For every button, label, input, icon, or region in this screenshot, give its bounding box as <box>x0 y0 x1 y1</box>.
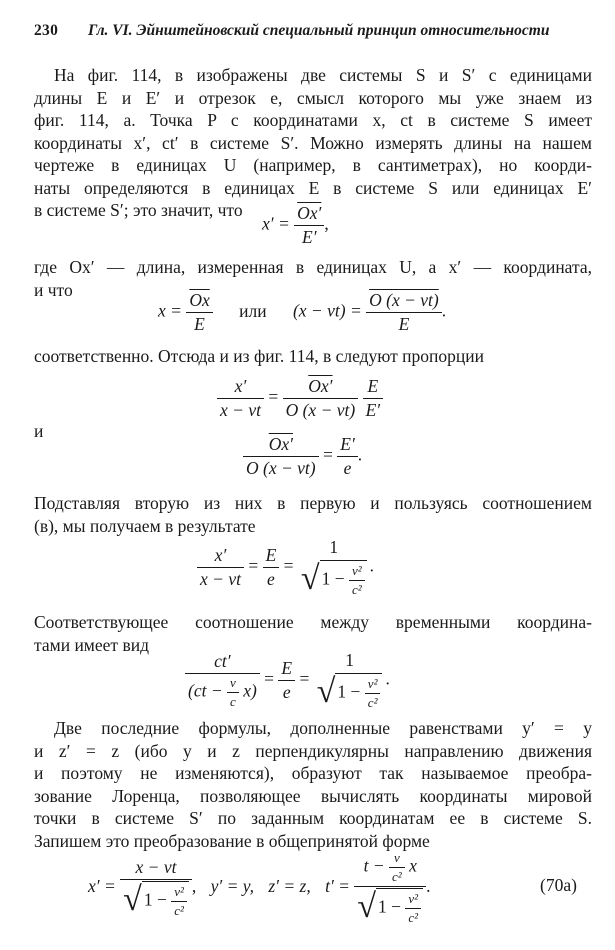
paragraph-1 <box>34 64 592 222</box>
fraction <box>243 434 319 479</box>
text-line: и что <box>34 279 73 300</box>
eq-punct: . <box>441 300 447 321</box>
numerator: v² <box>351 563 362 578</box>
fraction <box>278 658 295 703</box>
denominator: e <box>263 567 280 590</box>
numerator: x′ <box>214 545 227 565</box>
text-line: Подставляя вторую из них в первую и пользуясь соотношением <box>34 493 592 513</box>
equation-70a <box>88 850 430 926</box>
eq-punct: . <box>426 876 431 897</box>
denominator: E <box>186 312 212 335</box>
fraction <box>298 537 370 598</box>
fraction <box>283 376 359 421</box>
equation-2 <box>158 290 446 335</box>
text-line: тами имеет вид <box>34 634 149 655</box>
numerator: E <box>265 545 277 565</box>
square-root <box>317 673 383 711</box>
text-line: и z′ = z (ибо y и z перпендикулярны направлению движения <box>34 740 592 761</box>
fraction <box>314 650 386 711</box>
paragraph-6 <box>34 717 592 852</box>
radical-sign: √ <box>316 673 336 710</box>
radical-sign: √ <box>300 560 320 597</box>
radicand <box>320 560 367 598</box>
text-line: (в), мы получаем в результате <box>34 515 256 536</box>
or-word: или <box>239 300 267 321</box>
eq-lhs: x′ = <box>88 876 116 897</box>
z-equation: z′ = z, <box>268 876 311 897</box>
fraction <box>365 676 381 711</box>
equals-sign: = <box>268 386 279 407</box>
fraction <box>389 850 405 885</box>
radicand-term: 1 − <box>337 681 361 702</box>
square-root <box>357 888 423 926</box>
numerator: v² <box>408 891 419 906</box>
denominator <box>314 672 386 711</box>
fraction <box>171 884 187 919</box>
radicand-term: 1 − <box>321 568 345 589</box>
square-root <box>301 560 367 598</box>
fraction <box>197 545 244 590</box>
text-line: координаты x′, ct′ в системе S′. Можно измерять длины на нашем <box>34 132 592 153</box>
numerator: Ox′ <box>308 376 333 396</box>
radicand <box>142 881 189 919</box>
denominator: c² <box>389 867 405 885</box>
radicand-term: 1 − <box>378 896 402 917</box>
text-line: и <box>34 421 44 441</box>
numerator: E <box>281 658 293 678</box>
square-root <box>123 881 189 919</box>
text-line: Запишем это преобразование в общепринятой форме <box>34 830 430 851</box>
eq-lhs: (x − vt) = <box>292 300 362 321</box>
numerator: 1 <box>329 537 339 557</box>
fraction <box>354 850 426 926</box>
fraction <box>349 563 365 598</box>
fraction <box>186 290 212 335</box>
numerator: x − vt <box>135 857 177 877</box>
denominator: x − vt <box>197 567 244 590</box>
eq-punct: . <box>369 555 375 576</box>
fraction <box>217 376 264 421</box>
numerator <box>354 850 426 886</box>
fraction <box>120 857 192 919</box>
equals-sign: = <box>283 555 294 576</box>
denominator <box>185 673 260 710</box>
numerator: E <box>367 376 379 396</box>
numerator: $\overline{Ox}$ <box>189 290 210 310</box>
text-line: где Ox′ — длина, измеренная в единицах U, а x′ — координата, <box>34 257 592 277</box>
text-line: в системе S′; это значит, что <box>34 200 243 220</box>
equation-number <box>540 875 577 896</box>
numerator: Ox′ <box>297 203 322 223</box>
text-line: фиг. 114, a. Точка P с координатами x, ct в системе S имеет <box>34 110 592 130</box>
eq-punct: . <box>357 444 363 465</box>
equation-4 <box>243 434 362 479</box>
paragraph-4 <box>34 492 592 537</box>
denominator-term: (ct − <box>188 680 223 701</box>
denominator: E <box>366 312 442 335</box>
numerator: v <box>393 850 400 865</box>
text-line: Соответствующее соотношение между временными координа- <box>34 612 592 632</box>
eq-punct: , <box>191 876 197 897</box>
fraction <box>363 376 384 421</box>
radicand <box>376 888 423 926</box>
eq-punct: . <box>385 668 390 689</box>
text-line: наты определяются в единицах E в системе S или единицах E′ <box>34 177 592 198</box>
numerator: Ox′ <box>268 434 293 454</box>
denominator: c² <box>171 901 187 919</box>
fraction <box>337 434 358 479</box>
eq-lhs: x′ = <box>262 213 290 234</box>
equation-3 <box>217 376 383 421</box>
denominator-term: x) <box>243 680 257 701</box>
equals-sign: = <box>323 444 333 465</box>
denominator: c² <box>349 580 365 598</box>
paragraph-3 <box>34 345 592 368</box>
radical-sign: √ <box>357 888 377 925</box>
fraction <box>185 651 260 710</box>
equation-1 <box>262 203 329 248</box>
running-title: Гл. VI. Эйнштейновский специальный принцип относительности <box>88 22 550 39</box>
radical-sign: √ <box>123 881 142 918</box>
denominator <box>354 886 426 926</box>
text-line: соответственно. Отсюда и из фиг. 114, в следуют пропорции <box>34 346 484 366</box>
fraction <box>227 675 239 710</box>
numerator-term: t − <box>363 855 385 876</box>
equals-sign: = <box>248 555 259 576</box>
fraction <box>405 891 421 926</box>
fraction <box>366 290 442 335</box>
radicand-term: 1 − <box>143 889 167 910</box>
denominator: O (x − vt) <box>283 398 359 421</box>
denominator: c² <box>365 693 381 711</box>
denominator <box>120 879 192 919</box>
fraction <box>294 203 324 248</box>
equation-5 <box>197 537 374 598</box>
denominator: E′ <box>294 225 324 248</box>
numerator: E′ <box>340 434 355 454</box>
fraction <box>263 545 280 590</box>
text-line: На фиг. 114, в изображены две системы S и S′ с единицами <box>54 65 592 85</box>
text-line: Две последние формулы, дополненные равенствами y′ = y <box>54 718 592 738</box>
numerator-term: x <box>409 855 417 876</box>
text-line: точки в системе S′ по заданным координатам ее в системе S. <box>34 808 592 828</box>
text-line: чертеже в единицах U (например, в сантиметрах), но коорди- <box>34 155 592 175</box>
denominator: x − vt <box>217 398 264 421</box>
numerator: v <box>230 675 236 690</box>
running-header <box>34 22 594 40</box>
numerator: ct′ <box>214 651 231 671</box>
denominator <box>298 559 370 598</box>
denominator: c <box>227 692 239 710</box>
denominator: c² <box>405 908 421 926</box>
equals-sign: = <box>299 668 310 689</box>
page-number: 230 <box>34 22 59 39</box>
denominator: O (x − vt) <box>243 456 319 479</box>
equation-6 <box>185 650 390 711</box>
denominator: e <box>278 680 295 703</box>
eq-lhs: x = <box>158 300 182 321</box>
text-line: зование Лоренца, позволяющее вычислять координаты мировой <box>34 785 592 806</box>
denominator: E′ <box>363 398 384 421</box>
radicand <box>335 673 382 711</box>
y-equation: y′ = y, <box>210 876 254 897</box>
numerator: v² <box>174 884 184 899</box>
text-line: и поэтому не изменяются), образуют так называемое преобра- <box>34 763 592 783</box>
text-line: длины E и E′ и отрезок e, смысл которого мы уже знаем из <box>34 87 592 108</box>
eq-punct: , <box>324 213 329 234</box>
denominator: e <box>337 456 358 479</box>
numerator: x′ <box>234 376 247 396</box>
eq-lhs: t′ = <box>325 876 350 897</box>
numerator: v² <box>367 676 378 691</box>
numerator: O (x − vt) <box>369 290 439 310</box>
equals-sign: = <box>264 668 275 689</box>
equation-label: (70a) <box>540 875 577 895</box>
numerator: 1 <box>345 650 354 670</box>
